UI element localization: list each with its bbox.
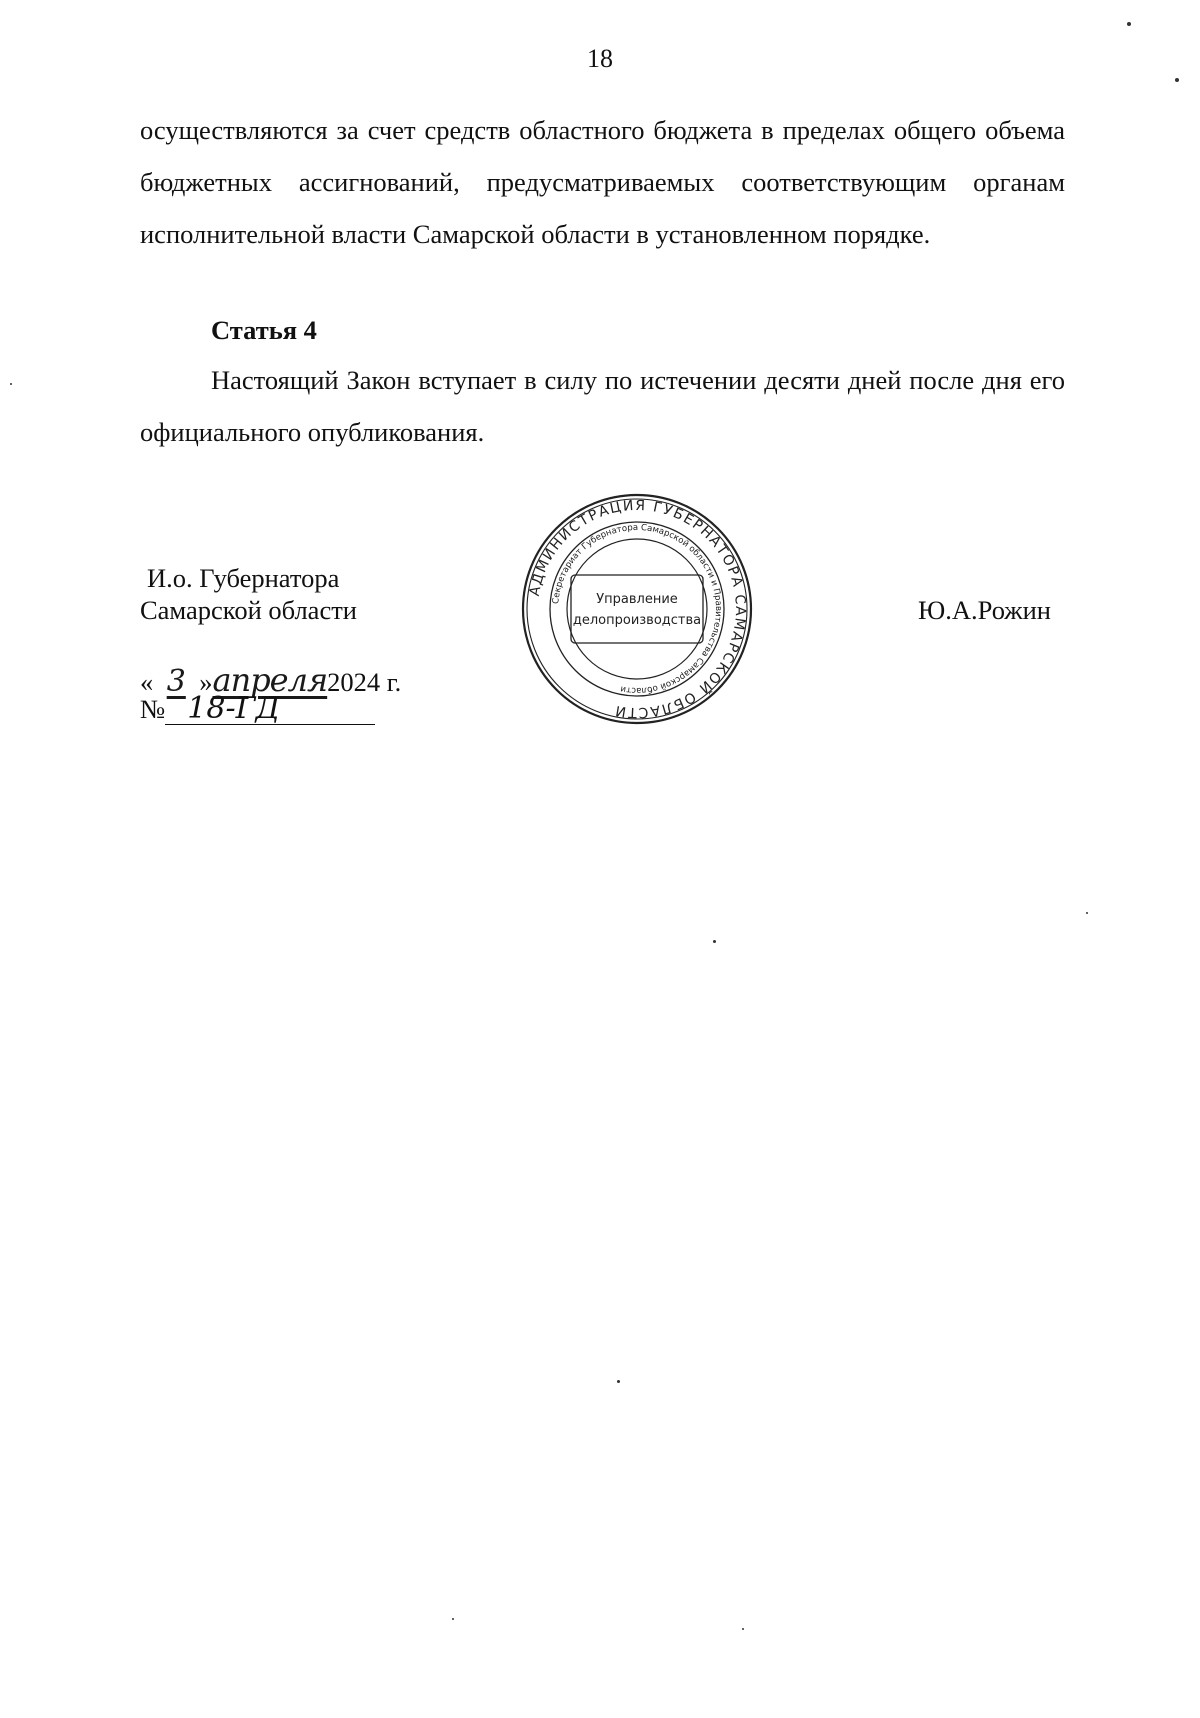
seal-center-frame bbox=[571, 575, 703, 643]
handwritten-day: 3 bbox=[166, 664, 186, 699]
article-heading: Статья 4 bbox=[211, 315, 317, 345]
page-number: 18 bbox=[587, 44, 613, 73]
number-sign: № bbox=[140, 694, 166, 724]
seal-outer-text: АДМИНИСТРАЦИЯ ГУБЕРНАТОРА САМАРСКОЙ ОБЛАСТИ bbox=[526, 497, 749, 721]
date-year: 2024 г. bbox=[327, 667, 402, 697]
scan-speck bbox=[1175, 78, 1179, 82]
scan-speck bbox=[1127, 22, 1131, 26]
official-seal bbox=[519, 491, 755, 727]
law-number bbox=[140, 691, 375, 726]
scan-speck bbox=[742, 1628, 744, 1630]
signatory-title-line1: И.о. Губернатора bbox=[147, 563, 340, 593]
scan-speck bbox=[713, 940, 716, 943]
number-field bbox=[165, 691, 375, 726]
seal-middle-ring bbox=[550, 522, 724, 696]
article-paragraph: Настоящий Закон вступает в силу по истечении десяти дней после дня его официального опубликования. bbox=[140, 365, 1065, 447]
paragraph-continued: осуществляются за счет средств областного бюджета в пределах общего объема бюджетных ассигнований, предусматриваемых соответствующим органам исполнительной власти Самарской области в установленном порядке. bbox=[140, 115, 1065, 249]
seal-center-line2: делопроизводства bbox=[572, 613, 702, 628]
scan-speck bbox=[10, 383, 12, 385]
date-close-quote: » bbox=[199, 667, 213, 697]
seal-center-line1: Управление bbox=[596, 592, 678, 607]
scan-speck bbox=[1086, 912, 1088, 914]
seal-inner-ring bbox=[567, 539, 707, 679]
signatory-name: Ю.А.Рожин bbox=[918, 595, 1051, 625]
scan-speck bbox=[617, 1380, 620, 1383]
seal-inner-text: Секретариат Губернатора Самарской области и Правительства Самарской области bbox=[551, 522, 724, 696]
handwritten-month: апреля bbox=[212, 661, 328, 699]
scan-speck bbox=[452, 1618, 454, 1620]
date-open-quote: « bbox=[140, 667, 154, 697]
handwritten-number: 18-ГД bbox=[187, 691, 280, 726]
signatory-title-line2: Самарской области bbox=[140, 595, 357, 625]
